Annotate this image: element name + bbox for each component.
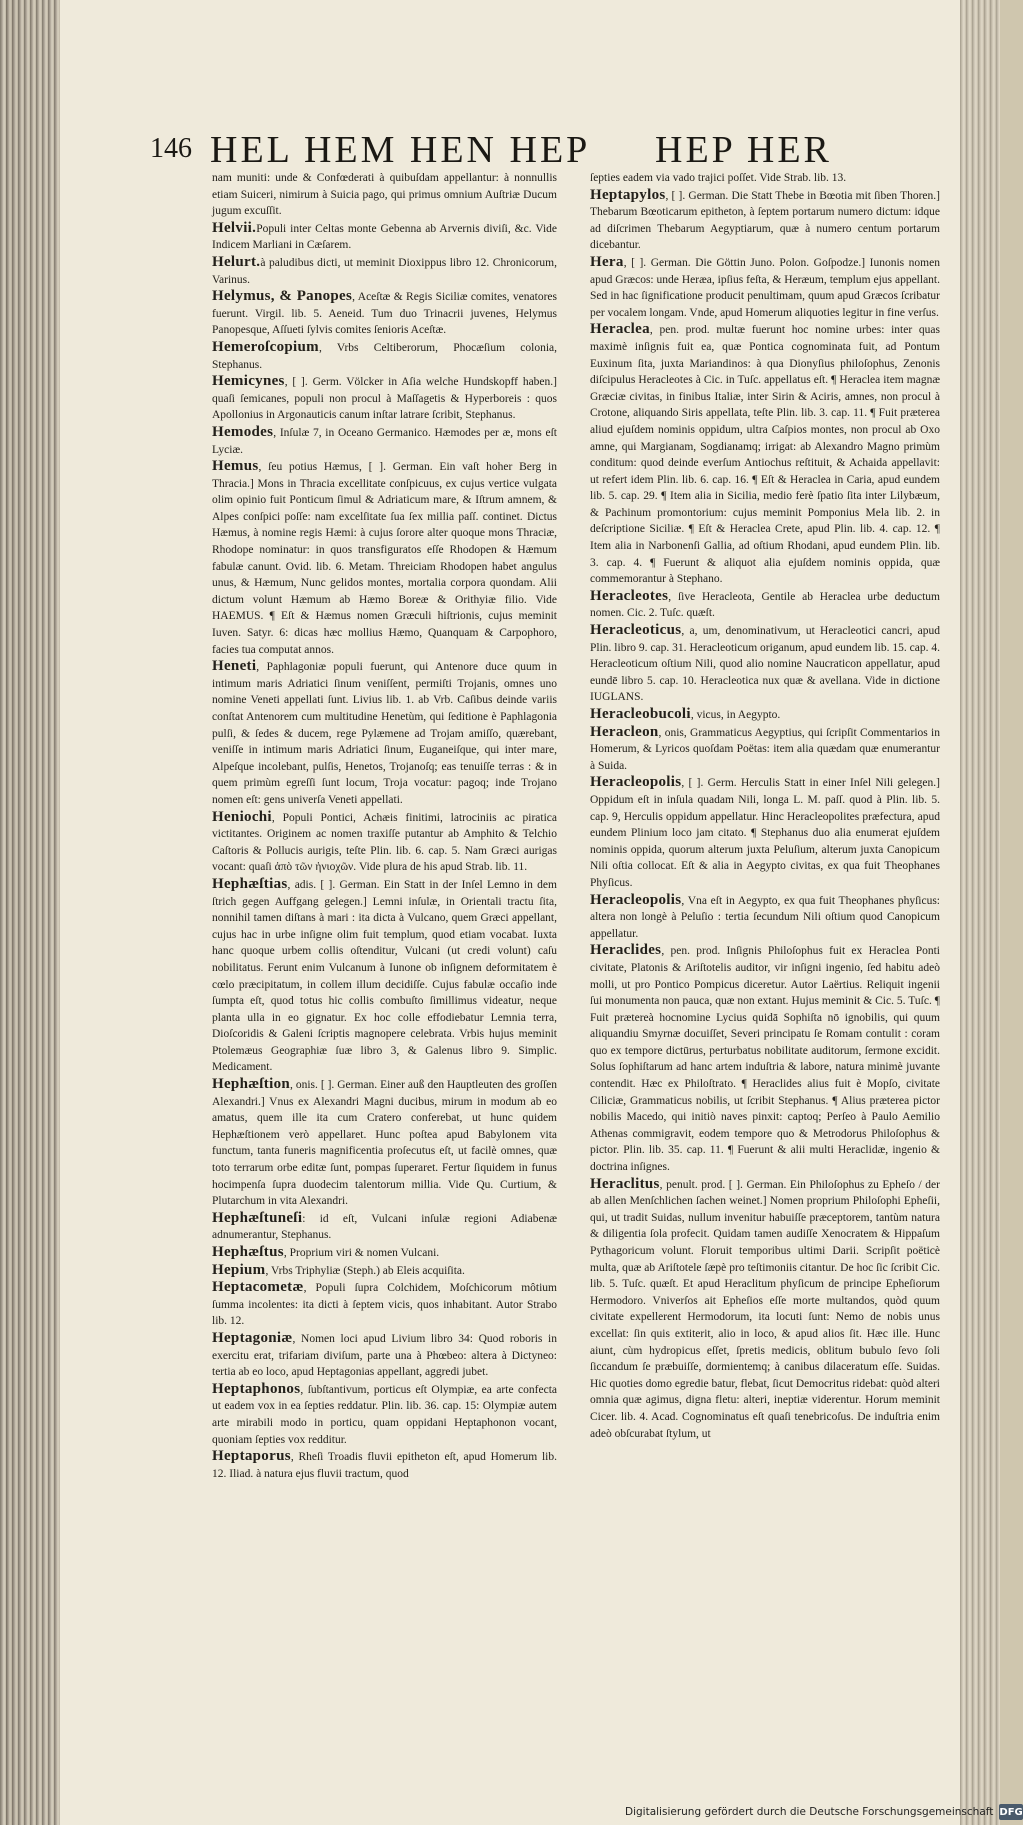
- dictionary-entry: [212, 1244, 557, 1262]
- entry-text: , Populi Pontici, Achæis finitimi, latrociniis ac piratica victitantes. Originem ac nomen traxiſſe putantur ab Amphito & Telchio Caſtoris & Pollucis aurigis, teſte Plin. lib. 6. cap. 5. Nam Græci aurigas vocant: quaſi ἀπὸ τῶν ἡνιοχῶν. Vide plura de his apud Strab. lib. 11.: [212, 811, 557, 874]
- entry-text: , onis, Grammaticus Aegyptius, qui ſcripſit Commentarios in Homerum, & Lyricos quoſdam Poëtas: item alia quædam quæ enumerantur à Suida.: [590, 726, 940, 772]
- entry-text: , Populi ſupra Colchidem, Moſchicorum môtium ſumma incolentes: ita dicti à ſeptem vicis, quos inhabitant. Autor Strabo lib. 12.: [212, 1282, 557, 1328]
- entry-text: à paludibus dicti, ut meminit Dioxippus libro 12. Chronicorum, Varinus.: [212, 256, 557, 286]
- entry-text: , Proprium viri & nomen Vulcani.: [283, 1247, 440, 1259]
- running-head-left: HEL HEM HEN HEP: [210, 129, 591, 171]
- entry-lemma: Heraclitus: [590, 1175, 660, 1192]
- dictionary-entry: [590, 170, 940, 187]
- dictionary-entry: [212, 1330, 557, 1381]
- entry-lemma: Heraclides: [590, 942, 662, 959]
- entry-text: nam muniti: unde & Confœderati à quibuſdam appellantur: à nonnullis etiam Suiceri, nimirum à Suicia pago, qui primus omnium Auſtriæ Ducum jugum excuſſit.: [212, 172, 557, 218]
- entry-text: ſepties eadem via vado trajici poſſet. Vide Strab. lib. 13.: [590, 172, 847, 184]
- dictionary-entry: [590, 187, 940, 254]
- entry-lemma: Heracleobucoli: [590, 706, 691, 722]
- dictionary-entry: [212, 220, 557, 254]
- dictionary-entry: [590, 254, 940, 321]
- entry-text: , [ ]. German. Die Statt Thebe in Bœotia mit ſiben Thoren.] Thebarum Bœoticarum epitheton, à ſeptem portarum numero dictum: idque ad diſcrimen Thebarum Aegyptiarum, quæ à numero centum portarum dicebantur.: [590, 189, 940, 252]
- entry-lemma: Helymus, & Panopes: [212, 288, 353, 305]
- dictionary-entry: [212, 458, 557, 658]
- dictionary-entry: [590, 942, 940, 1175]
- dictionary-entry: [590, 774, 940, 891]
- entry-text: , a, um, denominativum, ut Heracleotici cancri, apud Plin. libro 9. cap. 31. Heracleoticum origanum, apud eundem lib. 15. cap. 4. Heracleoticum oſtium Nili, quod alio nomine Naucraticon appellatur, apud eundē libro 5. cap. 10. Heracleotica nux quæ & avellana. Vide in dictione IUGLANS.: [590, 625, 940, 704]
- dictionary-entry: [590, 706, 940, 724]
- dictionary-entry: [212, 809, 557, 876]
- digitization-credit: [625, 1800, 1023, 1824]
- entry-lemma: Helurt.: [212, 253, 261, 270]
- page-stack-right: [960, 0, 1000, 1825]
- left-column: [212, 170, 557, 1480]
- entry-text: , ſubſtantivum, porticus eſt Olympiæ, ea arte confecta ut eadem vox in ea ſepties reddatur. Plin. lib. 36. cap. 15: Olympiæ autem arte mirabili modo in porticu, quam oppidani Heptaphonon vocant, quoniam ſepties vox redditur.: [212, 1383, 557, 1446]
- dictionary-entry: [212, 1210, 557, 1244]
- entry-text: , Inſulæ 7, in Oceano Germanico. Hæmodes per æ, mons eſt Lyciæ.: [212, 426, 557, 456]
- credit-text: Digitalisierung gefördert durch die Deutsche Forschungsgemeinschaft: [625, 1806, 994, 1818]
- entry-text: , Vrbs Triphyliæ (Steph.) ab Eleis acquiſita.: [265, 1264, 465, 1277]
- entry-text: , Paphlagoniæ populi fuerunt, qui Antenore duce quum in intimum maris Adriatici ſinum veniſſent, permiſti Trojanis, omnes uno nomine Veneti appellati ſunt. Livius lib. 1. ab Vrb. Caſibus deinde variis conſtat Antenorem cum multitudine Henetùm, qui ſeditione è Paphlagonia pulſi, & ſedes & ducem, rege Pylæmene ad Trojam amiſſo, quærebant, veniſſe in intimum maris Adriatici ſinum, Euganeiſque, qui inter mare, Alpeſque incolebant, pulſis, Henetos, Trojanoſq; eas tenuiſſe terras : & in quem primùm egreſſi ſunt locum, Troja vocatur: pagoq; inde Trojano nomen eſt: gens univerſa Veneti appellati.: [212, 661, 557, 806]
- dictionary-entry: [212, 288, 557, 339]
- entry-text: , ſeu potius Hæmus, [ ]. German. Ein vaſt hoher Berg in Thracia.] Mons in Thracia excellitate conſpicuus, ex cujus vertice vulgata olim opinio fuit Ponticum ſimul & Adriaticum mare, & Iſtrum amnem, & Alpes conſpici poſſe: nam excelſitate ſua ſex millia paſſ. continet. Dictus Hæmus, à nomine regis Hæmi: à cujus ſorore alter quoque mons Thraciæ, Rhodope nominatur: in quos transfiguratos eſſe Rhodopen & Hæmum fabulæ canunt. Ovid. lib. 6. Metam. Threiciam Rhodopen habet angulus unus, & Hæmum, Nunc gelidos montes, mortalia corpora quondam. Alii dictum volunt Hæmum ab Hæmo Boreæ & Orithyiæ filio. Vide HAEMUS. ¶ Eſt & Hæmus nomen Græculi hiſtrionis, cujus meminit Iuven. Satyr. 6: dicas hæc mollius Hæmo, Quanquam & Carpophoro, facies tua computat annos.: [212, 461, 557, 656]
- dictionary-entry: [212, 339, 557, 373]
- entry-text: , Vna eſt in Aegypto, ex qua fuit Theophanes phyſicus: altera non longè à Peluſio : tertia ſecundum Nili oſtium quod Canopicum appellatur.: [590, 894, 940, 940]
- dictionary-entry: [590, 724, 940, 775]
- entry-text: , onis. [ ]. German. Einer auß den Hauptleuten des groſſen Alexandri.] Vnus ex Alexandri Magni ducibus, mirum in modum ab eo amatus, quem ille ita cum Cratero conferebat, ut hunc quidem Hephæſtionem verò appellaret. Hunc poſtea apud Babylonem vita functum, tanta funeris magnificentia proſecutus eſt, ut facilè omnes, quæ toto terrarum orbe editæ ſunt, pompas ſuperaret. Fertur ſiquidem in funus hocimpenſa ſupra duodecim talentorum millia. Vide Qu. Curtium, & Plutarchum in vita Alexandri.: [212, 1079, 557, 1208]
- dictionary-entry: [212, 1262, 557, 1280]
- dictionary-entry: [212, 373, 557, 424]
- entry-text: , ſive Heracleota, Gentile ab Heraclea urbe deductum nomen. Cic. 2. Tuſc. quæſt.: [590, 590, 940, 620]
- entry-lemma: Heniochi: [212, 808, 272, 825]
- entry-lemma: Heraclea: [590, 321, 650, 338]
- dictionary-entry: [212, 1381, 557, 1448]
- dictionary-entry: [212, 1279, 557, 1330]
- dictionary-entry: [212, 658, 557, 808]
- entry-text: , [ ]. Germ. Herculis Statt in einer Inſel Nili gelegen.] Oppidum eſt in inſula quadam Nili, longa L. M. paſſ. quod à Plin. lib. 5. cap. 9, Herculis oppidum appellatur. Hinc Heracleopolites præfectura, apud eundem Plinium loco jam citato. ¶ Stephanus duo alia enumerat ejuſdem nominis oppida, quorum alterum juxta Peluſium, alterum juxta Canopicum Nili oſtia collocat. Eſt & alia in Aegypto civitas, ex qua fuit Theophanes Phyſicus.: [590, 777, 940, 889]
- dictionary-entry: [590, 321, 940, 588]
- entry-text: , Aceſtæ & Regis Siciliæ comites, venatores fuerunt. Virgil. lib. 5. Aeneid. Tum duo Trinacrii juvenes, Helymus Panopesque, Aſſueti ſylvis comites ſenioris Aceſtæ.: [212, 291, 557, 337]
- entry-lemma: Heptapylos: [590, 186, 666, 203]
- dictionary-entry: [212, 254, 557, 288]
- entry-text: , pen. prod. Inſignis Philoſophus fuit ex Heraclea Ponti civitate, Platonis & Ariſtotelis auditor, vir inſigni ingenio, ſed habitu adeò molli, ut pro Pontico Pompicus diceretur. Autor Laërtius. Reliquit ingenii ſui monumenta non pauca, quæ non extant. Hujus meminit & Cic. 5. Tuſc. ¶ Fuit prætereà hocnomine Lycius quidā Sophiſta nō ignobilis, qui quum aliquandiu Smyrnæ docuiſſet, Severi principatu ſe Romam contulit : coram quo ex tempore dictūrus, perturbatus nobilitate auditorum, ſermone excidit. Solus ſophiſtarum ad hanc artem induſtria & labore, natura minimè juvante contendit. Hæc ex Philoſtrato. ¶ Heraclides alius fuit è Mopſo, civitate Ciliciæ, Grammaticus nobilis, ut ſcribit Stephanus. ¶ Alius præterea pictor nobilis Macedo, qui initiò naves pinxit: captoq; Perſeo à Paulo Aemilio Athenas commigravit, eodem tempore quo & Metrodorus Philoſophus & pictor. Plin. lib. 35. cap. 11. ¶ Fuerunt & alii multi Heraclidæ, ingenio & doctrina inſignes.: [590, 945, 940, 1174]
- entry-text: , vicus, in Aegypto.: [690, 709, 781, 721]
- right-column: [590, 170, 940, 1480]
- entry-lemma: Heptaphonos: [212, 1380, 301, 1397]
- dictionary-entry: [590, 588, 940, 622]
- page-number: 146: [150, 133, 192, 164]
- dfg-logo: DFG: [999, 1804, 1022, 1820]
- entry-lemma: Hephæſtion: [212, 1076, 291, 1093]
- entry-text: , Rheſi Troadis fluvii epitheton eſt, apud Homerum lib. 12. Iliad. à natura ejus fluvii tractum, quod: [212, 1451, 557, 1480]
- entry-lemma: Heracleopolis: [590, 891, 682, 908]
- entry-lemma: Hemodes: [212, 423, 274, 440]
- entry-lemma: Hemicynes: [212, 373, 285, 390]
- dictionary-entry: [212, 170, 557, 220]
- entry-text: : id eſt, Vulcani inſulæ regioni Adiabenæ adnumerantur, Stephanus.: [212, 1212, 557, 1242]
- dictionary-entry: [590, 1176, 940, 1443]
- entry-lemma: Hemus: [212, 458, 259, 475]
- entry-lemma: Hemeroſcopium: [212, 338, 319, 355]
- entry-lemma: Helvii.: [212, 219, 257, 236]
- entry-lemma: Heptagoniæ: [212, 1329, 293, 1346]
- entry-text: , [ ]. Germ. Völcker in Aſia welche Hundskopff haben.] quaſi ſemicanes, populi non procul à Maſſagetis & Hyperboreis : quos Apollonius in Argonauticis canum inſtar latrare ſcribit, Stephanus.: [212, 376, 557, 422]
- entry-lemma: Hepium: [212, 1261, 266, 1278]
- entry-text: , [ ]. German. Die Göttin Juno. Polon. Goſpodze.] Iunonis nomen apud Græcos: unde Heræa, ipſius feſta, & Heræum, templum ejus appellant. Sed in hac ſignificatione producit penultimam, quum apud Græcos ſcribatur per vocalem longam. Vnde, apud Homerum aliquoties legitur in fine verſus.: [590, 256, 940, 319]
- entry-lemma: Heptaporus: [212, 1448, 291, 1465]
- entry-lemma: Hephæſtuneſi: [212, 1209, 303, 1226]
- entry-text: , Vrbs Celtiberorum, Phocæſium colonia, Stephanus.: [212, 341, 557, 371]
- entry-lemma: Heneti: [212, 658, 257, 675]
- dictionary-entry: [212, 1076, 557, 1210]
- entry-text: , adis. [ ]. German. Ein Statt in der Inſel Lemno in dem ſtrich gegen Auffgang gelegen.] Lemni inſulæ, in Orientali tractu ſita, nonnihil tamen diſtans à mari : ita dicta à Vulcano, quem Græci appellant, cujus hac in urbe inſigne olim fuit templum, quod etiam vocabat. Iuxta hanc quoque urbem collis oſtenditur, Vulcani (ut credi volunt) caſu nobilitatus. Ferunt enim Vulcanum à Iunone ob inſignem deformitatem è cœlo præcipitatum, in collem illum decidiſſe. Cujus fabulæ occaſio inde ſumpta eſt, quod totus hic collis combuſto ſimillimus videatur, neque planta ulla in eo gignatur. Ex hoc colle effodiebatur Lemnia terra, Dioſcoridis & Galeni ſcriptis magnopere celebrata. Vrbis hujus meminit Ptolemæus Geographiæ ſuæ libro 3, & Galenus libro 9. Simplic. Medicament.: [212, 878, 557, 1074]
- dictionary-entry: [212, 876, 557, 1076]
- dictionary-entry: [212, 424, 557, 458]
- entry-text: Populi inter Celtas monte Gebenna ab Arvernis diviſi, &c. Vide Indicem Marliani in Cæſarem.: [212, 222, 557, 252]
- entry-lemma: Hephæſtus: [212, 1244, 284, 1260]
- entry-lemma: Hera: [590, 253, 624, 270]
- page-stack-left: [0, 0, 60, 1825]
- entry-text: , Nomen loci apud Livium libro 34: Quod roboris in exercitu erat, trifariam diviſum, parte una à Phœbeo: altera à Dictyneo: tertia ab eo loco, apud Heptagonias appellant, aggredi jubet.: [212, 1332, 557, 1379]
- dictionary-entry: [212, 1448, 557, 1482]
- entry-text: , penult. prod. [ ]. German. Ein Philoſophus zu Epheſo / der ab allen Menſchlichen ſachen weinet.] Nomen proprium Philoſophi Epheſii, qui, ut tradit Suidas, nullum invenitur habuiſſe præceptorem, tantùm natura & diligentia ſola profecit. Quidam tamen audiſſe Xenocratem & Hippaſum Pythagoricum volunt. Floruit temporibus ultimi Darii. Scripſit poëticè multa, quæ ab Ariſtotele ſæpè pro teſtimoniis citantur. De hoc ſic ſcribit Cic. lib. 5. Tuſc. quæſt. Et apud Heraclitum phyſicum de principe Epheſiorum Hermodoro. Vniverſos ait Epheſios eſſe morte multandos, quòd quum civitate expellerent Hermodorum, ita locuti ſunt: Nemo de nobis unus excellat: ſin quis extiterit, alio in loco, & apud alios ſit. Hæc ille. Hunc aiunt, cùm hydropicus eſſet, ſpretis medicis, oblitum bubulo ſevo ſoli ſiccandum ſe præbuiſſe, dormientemq; à canibus dilaceratum eſſe. Suidas. Hic quoties domo egredie batur, flebat, ſicut Democritus ridebat: quòd alteri omnia quæ agimus, digna fletu: alteri, ineptiæ viderentur. Horum meminit Cicer. lib. 4. Acad. Cognominatus eſt quaſi tenebricoſus. De induſtria enim adeò obſcurabat ſtylum, ut: [590, 1178, 940, 1440]
- entry-lemma: Heracleotes: [590, 587, 669, 604]
- dictionary-entry: [590, 622, 940, 706]
- dictionary-entry: [590, 892, 940, 943]
- entry-lemma: Heracleon: [590, 723, 659, 740]
- entry-lemma: Heptacometæ: [212, 1279, 304, 1296]
- entry-lemma: Heracleopolis: [590, 774, 682, 791]
- running-head-right: HEP HER: [655, 129, 832, 171]
- entry-text: , pen. prod. multæ fuerunt hoc nomine urbes: inter quas maximè inſignis fuit ea, quæ Pontica cognominata fuit, ad Pontum Euxinum ſita, juxta Mariandinos: à qua Dionyſius philoſophus, Zenonis diſcipulus Heracleotes à Cic. in Tuſc. appellatus eſt. ¶ Heraclea item magnæ Græciæ civitas, in finibus Italiæ, inter Sirin & Aciris, amnes, non procul à Crotone, aliquando Siris appellata, teſte Plin. lib. 3. cap. 11. ¶ Fuit præterea aliud ejuſdem nominis oppidum, ultra Caſpios montes, non procul ab Oxo amne, qui Margianam, Sogdianamq; irrigat: ab Alexandro Magno primùm conditum: quod deinde everſum Antiochus reſtituit, & Achaida appellavit: ut refert idem Plin. lib. 6. cap. 16. ¶ Eſt & Heraclea in Caria, apud eundem lib. 5. cap. 29. ¶ Item alia in Sicilia, medio ferè ſpatio ſita inter Lilybæum, & Pachinum promontorium: cujus meminit Pomponius Mela lib. 2. in deſcriptione Siciliæ. ¶ Eſt & Heraclea Crete, apud Plin. lib. 4. cap. 12. ¶ Item alia in Narbonenſi Gallia, ad oſtium Rhodani, apud eundem Plin. lib. 3. cap. 4. ¶ Fuerunt & aliquot alia ejuſdem nominis oppida, quæ commemorantur à Stephano.: [590, 324, 940, 586]
- entry-lemma: Hephæſtias: [212, 875, 288, 892]
- entry-lemma: Heracleoticus: [590, 622, 682, 639]
